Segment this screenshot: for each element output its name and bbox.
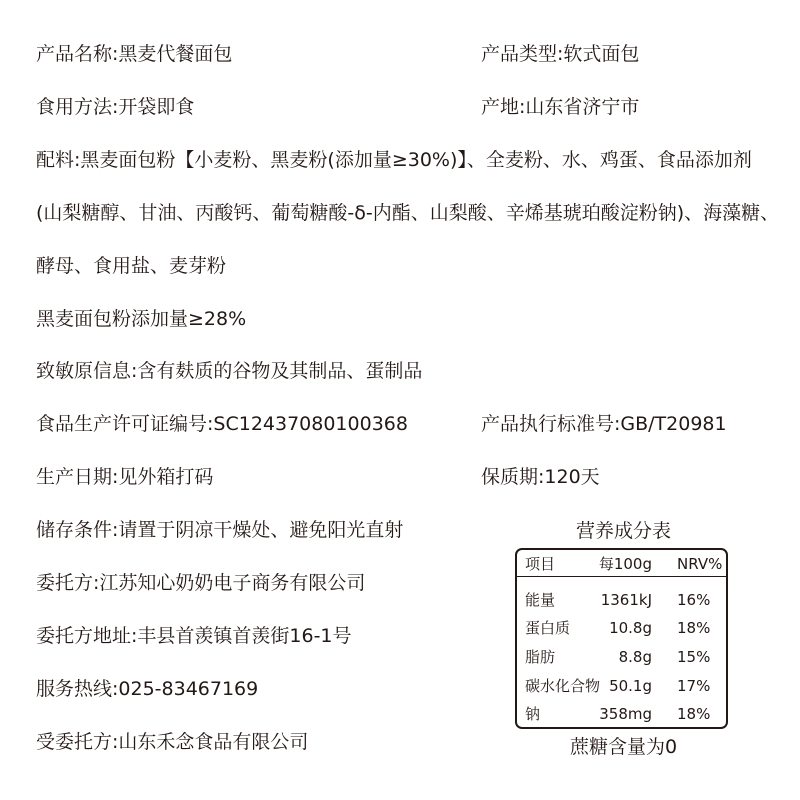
nutrient-value: 358mg [599, 705, 652, 723]
nutrient-name: 钠 [525, 705, 541, 723]
ingredients-line-1: 配料:黑麦面包粉【小麦粉、黑麦粉(添加量≥30%)】、全麦粉、水、鸡蛋、食品添加剂 [36, 149, 752, 171]
production-date: 生产日期:见外箱打码 [36, 466, 214, 488]
rye-amount: 黑麦面包粉添加量≥28% [36, 308, 247, 330]
product-name: 产品名称:黑麦代餐面包 [36, 43, 233, 65]
allergen-info: 致敏原信息:含有麸质的谷物及其制品、蛋制品 [36, 360, 423, 382]
nutrient-value: 1361kJ [600, 591, 652, 609]
production-license: 食品生产许可证编号:SC12437080100368 [36, 413, 408, 435]
shelf-life: 保质期:120天 [481, 466, 600, 488]
nutrient-name: 蛋白质 [525, 619, 571, 637]
nutrient-nrv: 15% [677, 648, 711, 666]
execution-standard: 产品执行标准号:GB/T20981 [481, 413, 727, 435]
nutrition-title: 营养成分表 [575, 520, 671, 542]
nutrition-header-item: 项目 [525, 555, 556, 573]
nutrient-nrv: 18% [677, 619, 711, 637]
nutrient-nrv: 18% [677, 705, 711, 723]
service-hotline: 服务热线:025-83467169 [36, 678, 259, 700]
nutrient-value: 50.1g [609, 677, 652, 695]
nutrient-name: 碳水化合物 [525, 677, 601, 695]
nutrition-header-divider [517, 576, 726, 577]
usage-method: 食用方法:开袋即食 [36, 96, 195, 118]
nutrient-nrv: 17% [677, 677, 711, 695]
nutrition-header-nrv: NRV% [677, 555, 723, 573]
nutrient-value: 10.8g [609, 619, 652, 637]
nutrition-table [515, 548, 728, 729]
manufacturer: 受委托方:山东禾念食品有限公司 [36, 731, 309, 753]
nutrient-value: 8.8g [618, 648, 652, 666]
ingredients-line-2: (山梨糖醇、甘油、丙酸钙、葡萄糖酸-δ-内酯、山梨酸、辛烯基琥珀酸淀粉钠)、海藻糖、 [36, 202, 780, 224]
origin: 产地:山东省济宁市 [481, 96, 640, 118]
nutrient-nrv: 16% [677, 591, 711, 609]
nutrition-header-per100g: 每100g [598, 555, 652, 573]
client: 委托方:江苏知心奶奶电子商务有限公司 [36, 572, 366, 594]
nutrient-name: 脂肪 [525, 648, 556, 666]
product-type: 产品类型:软式面包 [481, 43, 640, 65]
storage-conditions: 储存条件:请置于阴凉干燥处、避免阳光直射 [36, 519, 404, 541]
nutrient-name: 能量 [525, 591, 556, 609]
sucrose-note: 蔗糖含量为0 [569, 736, 678, 758]
client-address: 委托方地址:丰县首羡镇首羡街16-1号 [36, 625, 352, 647]
ingredients-line-3: 酵母、食用盐、麦芽粉 [36, 255, 227, 277]
